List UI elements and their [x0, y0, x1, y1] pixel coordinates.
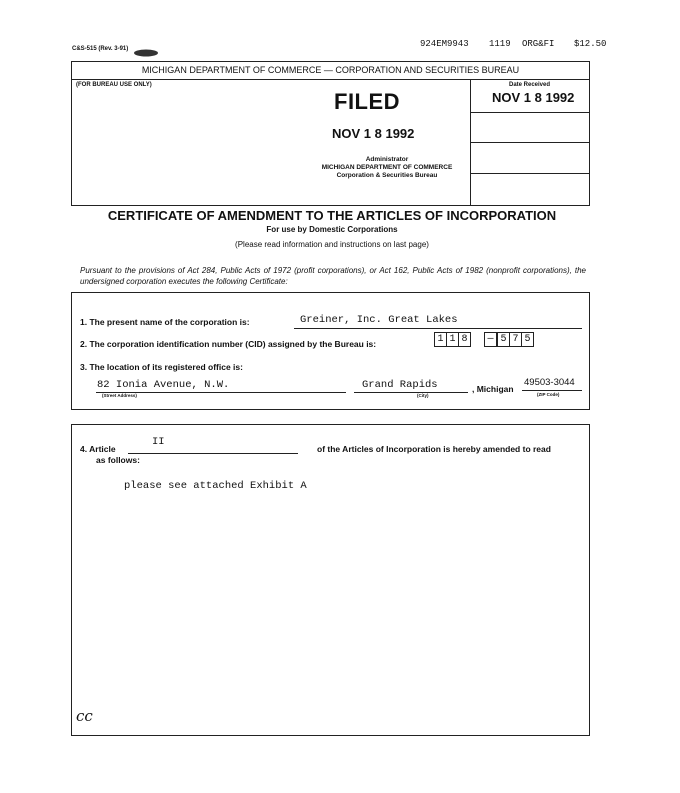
instructions-note: (Please read information and instructions on last page) [235, 240, 429, 249]
admin-bureau: Corporation & Securities Bureau [336, 172, 438, 179]
cid-digit: 1 [434, 332, 447, 347]
zip-caption: (ZIP Code) [537, 392, 560, 397]
cid-digit: 8 [458, 332, 471, 347]
form-number: C&S-515 (Rev. 3-91) [72, 46, 129, 52]
item-1-label: 1. The present name of the corporation is: [80, 317, 250, 327]
cid-digit: 7 [509, 332, 522, 347]
article-number: II [152, 436, 165, 448]
cid-digit: 1 [446, 332, 459, 347]
article-suffix-2: as follows: [96, 455, 140, 465]
items-box [71, 292, 590, 410]
bureau-box [71, 61, 590, 206]
admin-dept: MICHIGAN DEPARTMENT OF COMMERCE [321, 164, 453, 171]
bureau-use-label: (FOR BUREAU USE ONLY) [76, 82, 152, 88]
date-received-value: NOV 1 8 1992 [492, 90, 575, 105]
article-suffix: of the Articles of Incorporation is hereby amended to read [317, 444, 551, 454]
corporation-name: Greiner, Inc. Great Lakes [300, 314, 458, 326]
cid-digit: 5 [497, 332, 510, 347]
seal-icon [133, 44, 159, 52]
cid-dash: — [484, 332, 497, 347]
filed-date: NOV 1 8 1992 [332, 126, 415, 141]
handwritten-initials: cc [76, 707, 93, 725]
article-body: please see attached Exhibit A [124, 480, 307, 492]
certificate-subtitle: For use by Domestic Corporations [266, 225, 398, 234]
stamp-fee: $12.50 [574, 39, 607, 49]
article-prefix: 4. Article [80, 444, 116, 454]
zip-code: 49503-3044 [524, 377, 575, 388]
state: , Michigan [472, 384, 514, 394]
stamp-code-1: 1119 [489, 39, 511, 49]
admin-title: Administrator [365, 156, 409, 163]
street-caption: (Street Address) [102, 393, 137, 398]
item-3-label: 3. The location of its registered office is: [80, 362, 243, 372]
city: Grand Rapids [362, 379, 438, 391]
administrator-block [292, 156, 482, 180]
street-address: 82 Ionia Avenue, N.W. [97, 379, 230, 391]
stamp-code-2: ORG&FI [522, 39, 555, 49]
filed-stamp: FILED [334, 89, 401, 114]
cid-digit: 5 [521, 332, 534, 347]
item-2-label: 2. The corporation identification number (CID) assigned by the Bureau is: [80, 339, 377, 349]
stamp-number: 924EM9943 [420, 39, 469, 49]
date-received-label: Date Received [508, 82, 551, 88]
certificate-title: CERTIFICATE OF AMENDMENT TO THE ARTICLES OF INCORPORATION [107, 208, 557, 223]
bureau-title: MICHIGAN DEPARTMENT OF COMMERCE — CORPORATION AND SECURITIES BUREAU [141, 65, 520, 75]
article-box [71, 424, 590, 736]
cid-boxes [434, 332, 554, 348]
city-caption: (City) [417, 393, 429, 398]
intro-paragraph: Pursuant to the provisions of Act 284, Public Acts of 1972 (profit corporations), or Act 162, Public Acts of 1982 (nonprofit corporations), the undersigned corporation executes the following Certificate: [80, 266, 586, 286]
